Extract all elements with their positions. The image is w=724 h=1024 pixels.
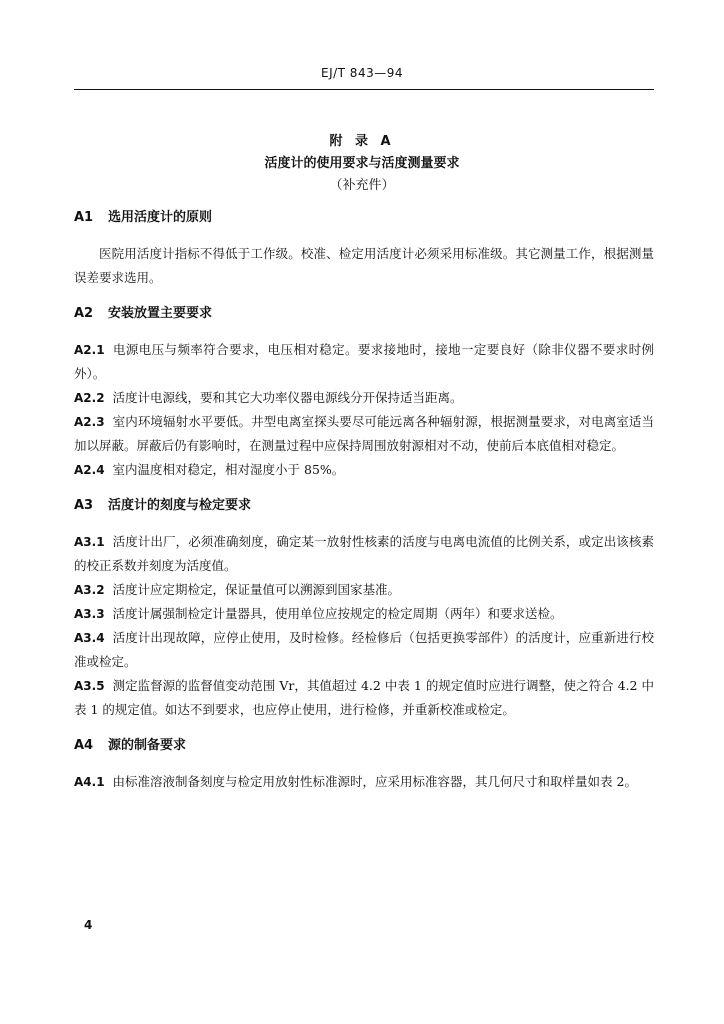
clause-text: 活度计应定期检定，保证量值可以溯源到国家基准。 bbox=[112, 582, 401, 597]
clause-number: A3.3 bbox=[74, 607, 105, 621]
clause-number: A3.1 bbox=[74, 535, 105, 549]
section-number: A3 bbox=[74, 498, 94, 513]
clause-number: A2.4 bbox=[74, 463, 105, 477]
section-heading-a3 bbox=[74, 494, 654, 518]
clause-text: 活度计属强制检定计量器具，使用单位应按规定的检定周期（两年）和要求送检。 bbox=[112, 606, 563, 621]
section-title: 安装放置主要要求 bbox=[108, 306, 213, 321]
clause-number: A2.3 bbox=[74, 415, 105, 429]
header-rule bbox=[74, 89, 654, 90]
clause-number: A4.1 bbox=[74, 775, 105, 789]
clause-item bbox=[74, 530, 654, 578]
clause-item bbox=[74, 626, 654, 674]
section-number: A4 bbox=[74, 738, 94, 753]
appendix-note: （补充件） bbox=[329, 178, 395, 193]
clause-text: 活度计出现故障，应停止使用，及时检修。经检修后（包括更换零部件）的活度计，应重新进行校准或检定。 bbox=[74, 630, 654, 669]
section-number: A1 bbox=[74, 210, 94, 225]
clause-text: 测定监督源的监督值变动范围 Vr，其值超过 4.2 中表 1 的规定值时应进行调整，使之符合 4.2 中表 1 的规定值。如达不到要求，也应停止使用，进行检修，并重新校准或检定。 bbox=[74, 678, 654, 717]
document-body bbox=[74, 206, 654, 794]
clause-item bbox=[74, 410, 654, 458]
clause-item bbox=[74, 458, 654, 482]
clause-number: A2.1 bbox=[74, 343, 105, 357]
section-title: 源的制备要求 bbox=[108, 738, 187, 753]
page-number: 4 bbox=[84, 918, 93, 932]
clause-text: 室内温度相对稳定，相对湿度小于 85%。 bbox=[112, 462, 345, 477]
section-title: 选用活度计的原则 bbox=[108, 210, 213, 225]
section-paragraph: 医院用活度计指标不得低于工作级。校准、检定用活度计必须采用标准级。其它测量工作，根据测量误差要求选用。 bbox=[74, 246, 654, 285]
clause-text: 室内环境辐射水平要低。井型电离室探头要尽可能远离各种辐射源，根据测量要求，对电离室适当加以屏蔽。屏蔽后仍有影响时，在测量过程中应保持周围放射源相对不动，使前后本底值相对稳定。 bbox=[74, 414, 654, 453]
clause-number: A3.2 bbox=[74, 583, 105, 597]
clause-text: 由标准溶液制备刻度与检定用放射性标准源时，应采用标准容器，其几何尺寸和取样量如表 2。 bbox=[112, 774, 637, 789]
clause-item bbox=[74, 602, 654, 626]
appendix-label: 附 录 A bbox=[329, 134, 395, 149]
clause-item bbox=[74, 386, 654, 410]
standard-code: EJ/T 843—94 bbox=[321, 66, 403, 80]
clause-text: 活度计出厂，必须准确刻度，确定某一放射性核素的活度与电离电流值的比例关系，或定出该核素的校正系数并刻度为活度值。 bbox=[74, 534, 654, 573]
clause-number: A2.2 bbox=[74, 391, 105, 405]
section-heading-a4 bbox=[74, 734, 654, 758]
clause-item bbox=[74, 770, 654, 794]
section-number: A2 bbox=[74, 306, 94, 321]
clause-text: 活度计电源线，要和其它大功率仪器电源线分开保持适当距离。 bbox=[112, 390, 463, 405]
section-heading-a2 bbox=[74, 302, 654, 326]
appendix-title: 活度计的使用要求与活度测量要求 bbox=[264, 156, 460, 171]
section-heading-a1 bbox=[74, 206, 654, 230]
section-title: 活度计的刻度与检定要求 bbox=[108, 498, 252, 513]
clause-item bbox=[74, 578, 654, 602]
clause-item bbox=[74, 338, 654, 386]
clause-number: A3.5 bbox=[74, 679, 105, 693]
clause-item bbox=[74, 674, 654, 722]
clause-number: A3.4 bbox=[74, 631, 105, 645]
clause-text: 电源电压与频率符合要求，电压相对稳定。要求接地时，接地一定要良好（除非仪器不要求时例外）。 bbox=[74, 342, 654, 381]
